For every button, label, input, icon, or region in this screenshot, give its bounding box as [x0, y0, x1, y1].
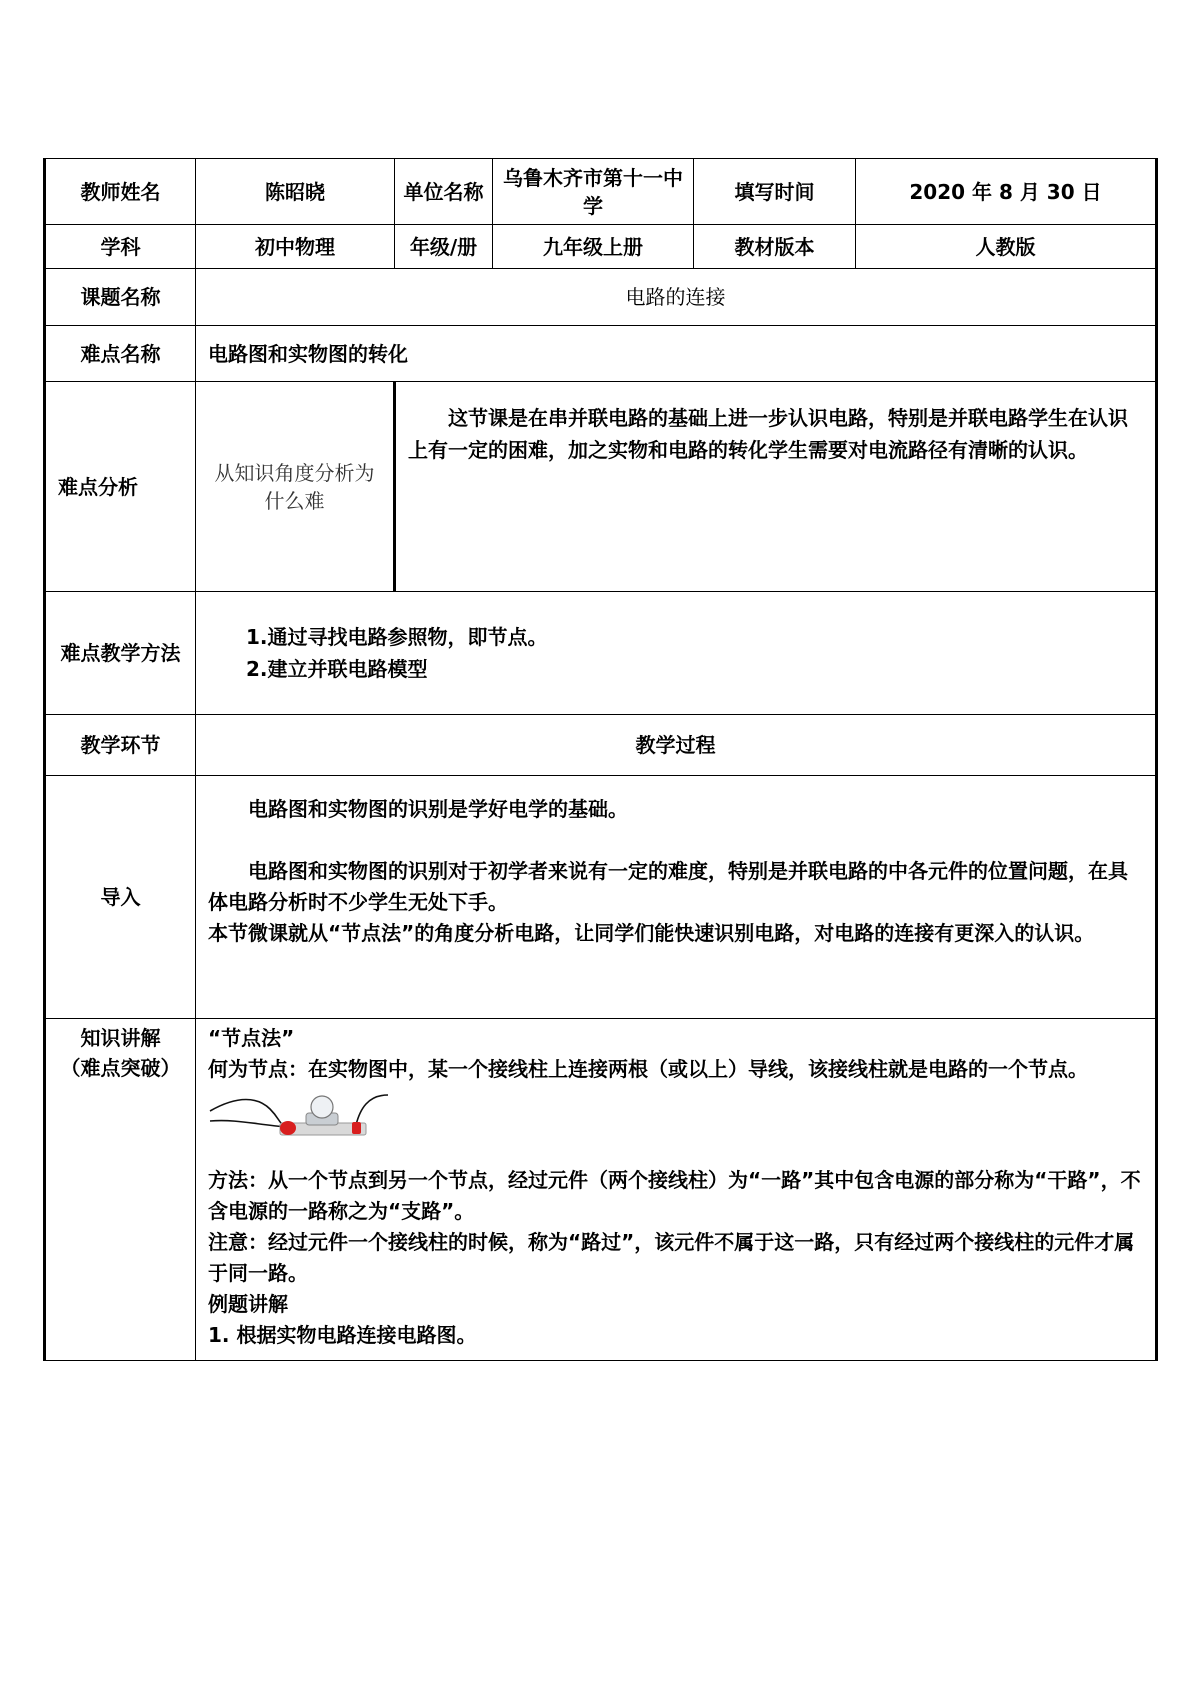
subject-label: 学科	[45, 225, 196, 269]
knowledge-method: 方法：从一个节点到另一个节点，经过元件（两个接线柱）为“一路”其中包含电源的部分称为“干路”，不含电源的一路称之为“支路”。	[208, 1168, 1141, 1223]
knowledge-label-line2: （难点突破）	[60, 1056, 181, 1080]
teacher-value: 陈昭晓	[196, 159, 395, 225]
time-value: 2020 年 8 月 30 日	[856, 159, 1157, 225]
terminal-left	[280, 1121, 296, 1135]
methods-cell	[196, 592, 1157, 715]
analysis-sub-label: 从知识角度分析为什么难	[214, 460, 375, 513]
node-figure	[208, 1089, 1143, 1151]
intro-cell	[196, 776, 1157, 1019]
methods-list	[196, 611, 1155, 695]
knowledge-label	[45, 1019, 196, 1361]
topic-label: 课题名称	[45, 269, 196, 326]
teacher-label: 教师姓名	[45, 159, 196, 225]
grade-label: 年级/册	[395, 225, 493, 269]
terminal-node-illustration	[208, 1089, 408, 1151]
knowledge-note: 注意：经过元件一个接线柱的时候，称为“路过”，该元件不属于这一路，只有经过两个接线柱的元件才属于同一路。	[208, 1230, 1135, 1285]
analysis-text: 这节课是在串并联电路的基础上进一步认识电路，特别是并联电路学生在认识上有一定的困难，加之实物和电路的转化学生需要对电流路径有清晰的认识。	[408, 406, 1128, 462]
lesson-table	[43, 158, 1158, 1361]
knowledge-cell	[196, 1019, 1157, 1361]
knowledge-definition: 何为节点：在实物图中，某一个接线柱上连接两根（或以上）导线，该接线柱就是电路的一个节点。	[208, 1057, 1088, 1081]
wire-left-lower	[210, 1121, 288, 1127]
terminal-right	[352, 1122, 361, 1134]
analysis-cell	[196, 382, 1157, 592]
topic-value: 电路的连接	[196, 269, 1157, 326]
grade-value: 九年级上册	[493, 225, 694, 269]
knowledge-label-line1: 知识讲解	[80, 1026, 161, 1050]
analysis-text-box	[396, 382, 1155, 591]
example-item-1: 1. 根据实物电路连接电路图。	[208, 1323, 477, 1347]
knowledge-title: “节点法”	[208, 1026, 295, 1050]
method-item-1: 1.通过寻找电路参照物，即节点。	[246, 625, 548, 649]
knowledge-content	[196, 1019, 1155, 1355]
process-label: 教学环节	[45, 715, 196, 776]
method-item-2: 2.建立并联电路模型	[246, 657, 428, 681]
wire-right	[356, 1095, 388, 1125]
time-label: 填写时间	[694, 159, 856, 225]
unit-label: 单位名称	[395, 159, 493, 225]
subject-value: 初中物理	[196, 225, 395, 269]
analysis-sub-label-box	[196, 382, 396, 591]
analysis-label: 难点分析	[45, 382, 196, 592]
unit-value: 乌鲁木齐市第十一中学	[493, 159, 694, 225]
example-title: 例题讲解	[208, 1292, 288, 1316]
methods-label: 难点教学方法	[45, 592, 196, 715]
edition-value: 人教版	[856, 225, 1157, 269]
process-value: 教学过程	[196, 715, 1157, 776]
intro-p1: 电路图和实物图的识别是学好电学的基础。	[248, 797, 628, 821]
intro-content	[196, 776, 1155, 967]
edition-label: 教材版本	[694, 225, 856, 269]
intro-label: 导入	[45, 776, 196, 1019]
bulb-icon	[311, 1096, 333, 1118]
difficulty-label: 难点名称	[45, 326, 196, 382]
intro-p3: 本节微课就从“节点法”的角度分析电路，让同学们能快速识别电路，对电路的连接有更深入的认识。	[208, 921, 1095, 945]
difficulty-value: 电路图和实物图的转化	[196, 326, 1157, 382]
intro-p2: 电路图和实物图的识别对于初学者来说有一定的难度，特别是并联电路的中各元件的位置问题，在具体电路分析时不少学生无处下手。	[208, 859, 1128, 914]
